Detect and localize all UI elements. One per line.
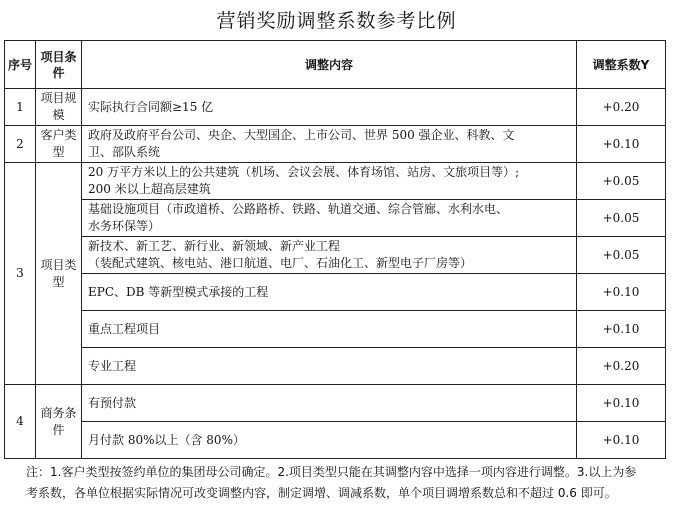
row-coefficient: +0.10 <box>577 274 666 311</box>
row-coefficient: +0.05 <box>577 163 666 200</box>
row-content <box>82 89 577 126</box>
content-line: 新技术、新工艺、新行业、新领域、新产业工程 <box>88 239 341 253</box>
row-content <box>82 274 577 311</box>
row-content <box>82 385 577 422</box>
table-row <box>5 422 666 459</box>
row-index: 4 <box>5 385 36 459</box>
table-header-row <box>5 41 666 89</box>
content-line: （装配式建筑、核电站、港口航道、电厂、石油化工、新型电子厂房等） <box>88 256 473 270</box>
content-line: EPC、DB 等新型模式承接的工程 <box>88 284 269 299</box>
row-coefficient: +0.05 <box>577 237 666 274</box>
content-line: 水务环保等） <box>88 219 161 233</box>
content-line: 20 万平方米以上的公共建筑（机场、会议会展、体育场馆、站房、文旅项目等）; <box>88 165 520 179</box>
content-line: 200 米以上超高层建筑 <box>88 182 211 196</box>
row-index: 1 <box>5 89 36 126</box>
table-row <box>5 163 666 200</box>
table-row <box>5 311 666 348</box>
content-line: 政府及政府平台公司、央企、大型国企、上市公司、世界 500 强企业、科教、文 <box>88 128 515 142</box>
coefficient-table <box>4 40 666 459</box>
header-content: 调整内容 <box>82 41 577 89</box>
content-line: 基础设施项目（市政道桥、公路路桥、铁路、轨道交通、综合管廊、水利水电、 <box>88 202 509 216</box>
row-content <box>82 163 577 200</box>
row-item-condition: 商务条件 <box>36 385 82 459</box>
row-item-condition: 项目类型 <box>36 163 82 385</box>
header-index: 序号 <box>5 41 36 89</box>
row-coefficient: +0.10 <box>577 385 666 422</box>
row-coefficient: +0.20 <box>577 348 666 385</box>
row-content <box>82 126 577 163</box>
row-content <box>82 200 577 237</box>
table-row <box>5 126 666 163</box>
row-item-condition: 项目规模 <box>36 89 82 126</box>
table-row <box>5 348 666 385</box>
footnote: 注：1.客户类型按签约单位的集团母公司确定。2.项目类型只能在其调整内容中选择一项内容进行调整。3.以上为参考系数，各单位根据实际情况可改变调整内容，制定调增、调减系数，单个项目调增系数总和不超过 0.6 即可。 <box>26 465 637 500</box>
table-body <box>5 89 666 459</box>
table-row <box>5 274 666 311</box>
row-item-condition: 客户类型 <box>36 126 82 163</box>
row-content <box>82 422 577 459</box>
header-coefficient: 调整系数Y <box>577 41 666 89</box>
content-line: 实际执行合同额≥15 亿 <box>88 99 214 114</box>
content-line: 专业工程 <box>88 358 137 373</box>
row-coefficient: +0.10 <box>577 422 666 459</box>
row-content <box>82 237 577 274</box>
content-line: 重点工程项目 <box>88 321 161 336</box>
table-row <box>5 237 666 274</box>
row-content <box>82 311 577 348</box>
row-content <box>82 348 577 385</box>
row-coefficient: +0.05 <box>577 200 666 237</box>
row-index: 2 <box>5 126 36 163</box>
table-row <box>5 200 666 237</box>
table-row <box>5 385 666 422</box>
content-line: 卫、部队系统 <box>88 145 161 159</box>
table-row <box>5 89 666 126</box>
row-coefficient: +0.10 <box>577 311 666 348</box>
row-index: 3 <box>5 163 36 385</box>
header-item: 项目条件 <box>36 41 82 89</box>
content-line: 月付款 80%以上（含 80%） <box>88 432 245 447</box>
content-line: 有预付款 <box>88 395 137 410</box>
row-coefficient: +0.20 <box>577 89 666 126</box>
row-coefficient: +0.10 <box>577 126 666 163</box>
page-title: 营销奖励调整系数参考比例 <box>216 10 457 32</box>
